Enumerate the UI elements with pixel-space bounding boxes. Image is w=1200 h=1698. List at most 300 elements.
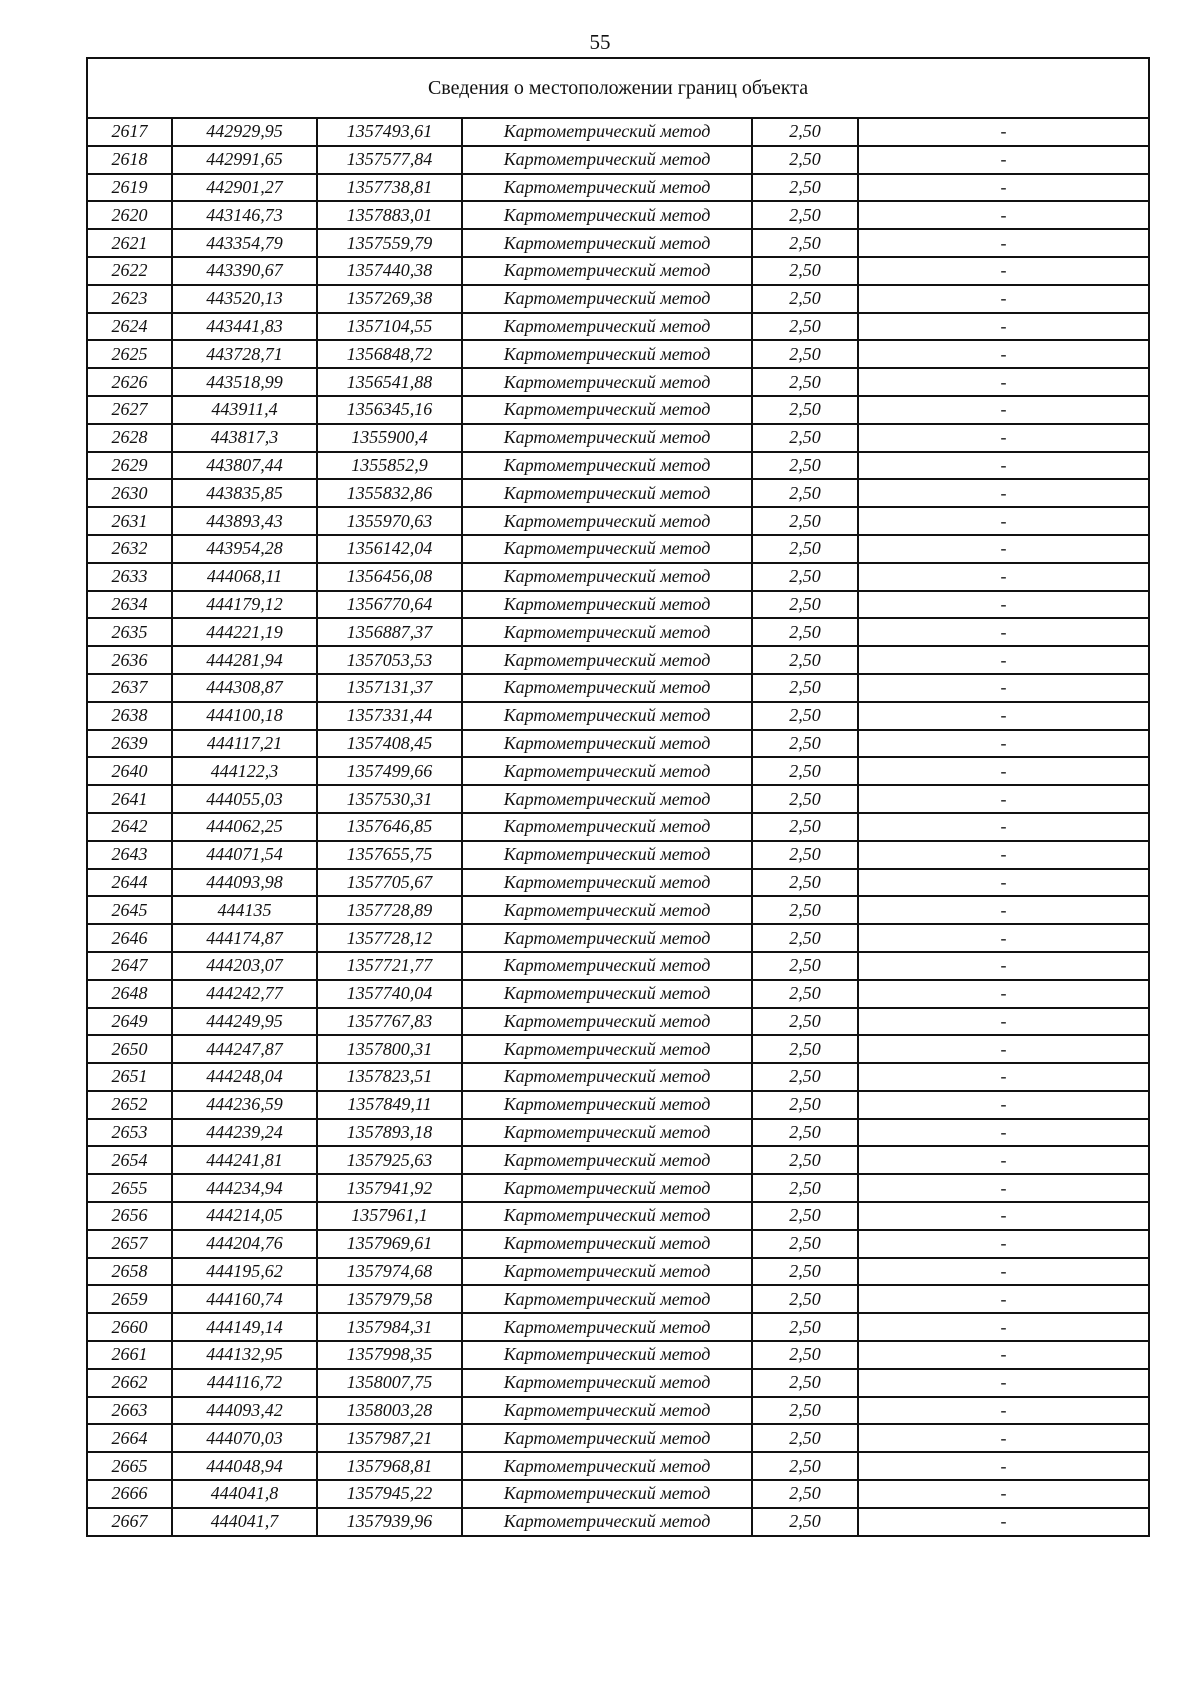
accuracy-cell: 2,50	[752, 1452, 858, 1480]
description-cell: -	[858, 1146, 1149, 1174]
accuracy-cell: 2,50	[752, 1285, 858, 1313]
description-cell: -	[858, 1035, 1149, 1063]
x-coordinate-cell: 443518,99	[172, 368, 317, 396]
accuracy-cell: 2,50	[752, 1035, 858, 1063]
method-cell: Картометрический метод	[462, 146, 752, 174]
method-cell: Картометрический метод	[462, 1397, 752, 1425]
y-coordinate-cell: 1357559,79	[317, 229, 462, 257]
x-coordinate-cell: 444122,3	[172, 757, 317, 785]
y-coordinate-cell: 1357738,81	[317, 174, 462, 202]
table-row	[87, 424, 1149, 452]
method-cell: Картометрический метод	[462, 229, 752, 257]
y-coordinate-cell: 1357331,44	[317, 702, 462, 730]
description-cell: -	[858, 1091, 1149, 1119]
accuracy-cell: 2,50	[752, 229, 858, 257]
x-coordinate-cell: 444132,95	[172, 1341, 317, 1369]
y-coordinate-cell: 1355970,63	[317, 507, 462, 535]
x-coordinate-cell: 443728,71	[172, 340, 317, 368]
description-cell: -	[858, 1008, 1149, 1036]
table-row	[87, 618, 1149, 646]
accuracy-cell: 2,50	[752, 869, 858, 897]
description-cell: -	[858, 1508, 1149, 1536]
accuracy-cell: 2,50	[752, 757, 858, 785]
method-cell: Картометрический метод	[462, 285, 752, 313]
method-cell: Картометрический метод	[462, 702, 752, 730]
table-row	[87, 1035, 1149, 1063]
y-coordinate-cell: 1357767,83	[317, 1008, 462, 1036]
table-row	[87, 563, 1149, 591]
table-row	[87, 229, 1149, 257]
x-coordinate-cell: 444117,21	[172, 730, 317, 758]
y-coordinate-cell: 1358003,28	[317, 1397, 462, 1425]
point-number-cell: 2666	[87, 1480, 172, 1508]
description-cell: -	[858, 1341, 1149, 1369]
accuracy-cell: 2,50	[752, 591, 858, 619]
method-cell: Картометрический метод	[462, 869, 752, 897]
accuracy-cell: 2,50	[752, 1369, 858, 1397]
table-row	[87, 1508, 1149, 1536]
accuracy-cell: 2,50	[752, 368, 858, 396]
point-number-cell: 2641	[87, 785, 172, 813]
method-cell: Картометрический метод	[462, 174, 752, 202]
x-coordinate-cell: 444239,24	[172, 1119, 317, 1147]
accuracy-cell: 2,50	[752, 730, 858, 758]
y-coordinate-cell: 1357968,81	[317, 1452, 462, 1480]
description-cell: -	[858, 785, 1149, 813]
method-cell: Картометрический метод	[462, 535, 752, 563]
point-number-cell: 2635	[87, 618, 172, 646]
y-coordinate-cell: 1357577,84	[317, 146, 462, 174]
table-row	[87, 785, 1149, 813]
description-cell: -	[858, 563, 1149, 591]
table-row	[87, 507, 1149, 535]
table-title: Сведения о местоположении границ объекта	[87, 58, 1149, 118]
accuracy-cell: 2,50	[752, 340, 858, 368]
y-coordinate-cell: 1356142,04	[317, 535, 462, 563]
x-coordinate-cell: 444221,19	[172, 618, 317, 646]
accuracy-cell: 2,50	[752, 118, 858, 146]
table-row	[87, 896, 1149, 924]
point-number-cell: 2644	[87, 869, 172, 897]
description-cell: -	[858, 618, 1149, 646]
table-row	[87, 1313, 1149, 1341]
table-row	[87, 1341, 1149, 1369]
table-title-row	[87, 58, 1149, 118]
y-coordinate-cell: 1357493,61	[317, 118, 462, 146]
method-cell: Картометрический метод	[462, 785, 752, 813]
table-row	[87, 257, 1149, 285]
y-coordinate-cell: 1357969,61	[317, 1230, 462, 1258]
description-cell: -	[858, 730, 1149, 758]
description-cell: -	[858, 1452, 1149, 1480]
y-coordinate-cell: 1355852,9	[317, 452, 462, 480]
description-cell: -	[858, 1285, 1149, 1313]
accuracy-cell: 2,50	[752, 702, 858, 730]
y-coordinate-cell: 1357984,31	[317, 1313, 462, 1341]
accuracy-cell: 2,50	[752, 1341, 858, 1369]
point-number-cell: 2639	[87, 730, 172, 758]
accuracy-cell: 2,50	[752, 1397, 858, 1425]
method-cell: Картометрический метод	[462, 452, 752, 480]
method-cell: Картометрический метод	[462, 1508, 752, 1536]
accuracy-cell: 2,50	[752, 257, 858, 285]
x-coordinate-cell: 443835,85	[172, 479, 317, 507]
page-number: 55	[589, 30, 611, 54]
y-coordinate-cell: 1357530,31	[317, 785, 462, 813]
point-number-cell: 2625	[87, 340, 172, 368]
y-coordinate-cell: 1357961,1	[317, 1202, 462, 1230]
point-number-cell: 2658	[87, 1258, 172, 1286]
y-coordinate-cell: 1357987,21	[317, 1424, 462, 1452]
point-number-cell: 2638	[87, 702, 172, 730]
y-coordinate-cell: 1357974,68	[317, 1258, 462, 1286]
x-coordinate-cell: 444160,74	[172, 1285, 317, 1313]
table-row	[87, 980, 1149, 1008]
accuracy-cell: 2,50	[752, 1146, 858, 1174]
accuracy-cell: 2,50	[752, 535, 858, 563]
x-coordinate-cell: 443807,44	[172, 452, 317, 480]
accuracy-cell: 2,50	[752, 813, 858, 841]
y-coordinate-cell: 1357740,04	[317, 980, 462, 1008]
x-coordinate-cell: 444135	[172, 896, 317, 924]
point-number-cell: 2642	[87, 813, 172, 841]
accuracy-cell: 2,50	[752, 201, 858, 229]
point-number-cell: 2633	[87, 563, 172, 591]
description-cell: -	[858, 980, 1149, 1008]
point-number-cell: 2653	[87, 1119, 172, 1147]
y-coordinate-cell: 1357728,89	[317, 896, 462, 924]
description-cell: -	[858, 646, 1149, 674]
x-coordinate-cell: 444048,94	[172, 1452, 317, 1480]
y-coordinate-cell: 1357408,45	[317, 730, 462, 758]
description-cell: -	[858, 1230, 1149, 1258]
table-row	[87, 869, 1149, 897]
description-cell: -	[858, 452, 1149, 480]
table-row	[87, 174, 1149, 202]
method-cell: Картометрический метод	[462, 1424, 752, 1452]
x-coordinate-cell: 444236,59	[172, 1091, 317, 1119]
accuracy-cell: 2,50	[752, 896, 858, 924]
point-number-cell: 2643	[87, 841, 172, 869]
y-coordinate-cell: 1356770,64	[317, 591, 462, 619]
y-coordinate-cell: 1357893,18	[317, 1119, 462, 1147]
method-cell: Картометрический метод	[462, 813, 752, 841]
description-cell: -	[858, 257, 1149, 285]
method-cell: Картометрический метод	[462, 118, 752, 146]
y-coordinate-cell: 1357440,38	[317, 257, 462, 285]
point-number-cell: 2636	[87, 646, 172, 674]
description-cell: -	[858, 535, 1149, 563]
method-cell: Картометрический метод	[462, 1341, 752, 1369]
point-number-cell: 2623	[87, 285, 172, 313]
x-coordinate-cell: 444100,18	[172, 702, 317, 730]
point-number-cell: 2647	[87, 952, 172, 980]
y-coordinate-cell: 1357646,85	[317, 813, 462, 841]
accuracy-cell: 2,50	[752, 285, 858, 313]
accuracy-cell: 2,50	[752, 1063, 858, 1091]
description-cell: -	[858, 118, 1149, 146]
y-coordinate-cell: 1355900,4	[317, 424, 462, 452]
description-cell: -	[858, 1397, 1149, 1425]
description-cell: -	[858, 757, 1149, 785]
method-cell: Картометрический метод	[462, 674, 752, 702]
description-cell: -	[858, 285, 1149, 313]
description-cell: -	[858, 1313, 1149, 1341]
method-cell: Картометрический метод	[462, 841, 752, 869]
method-cell: Картометрический метод	[462, 1008, 752, 1036]
x-coordinate-cell: 444068,11	[172, 563, 317, 591]
x-coordinate-cell: 444203,07	[172, 952, 317, 980]
method-cell: Картометрический метод	[462, 924, 752, 952]
y-coordinate-cell: 1357883,01	[317, 201, 462, 229]
description-cell: -	[858, 1258, 1149, 1286]
accuracy-cell: 2,50	[752, 1174, 858, 1202]
accuracy-cell: 2,50	[752, 1424, 858, 1452]
point-number-cell: 2650	[87, 1035, 172, 1063]
point-number-cell: 2630	[87, 479, 172, 507]
y-coordinate-cell: 1357979,58	[317, 1285, 462, 1313]
accuracy-cell: 2,50	[752, 646, 858, 674]
method-cell: Картометрический метод	[462, 1369, 752, 1397]
point-number-cell: 2664	[87, 1424, 172, 1452]
table-row	[87, 1230, 1149, 1258]
accuracy-cell: 2,50	[752, 1313, 858, 1341]
point-number-cell: 2652	[87, 1091, 172, 1119]
method-cell: Картометрический метод	[462, 980, 752, 1008]
description-cell: -	[858, 702, 1149, 730]
table-row	[87, 1480, 1149, 1508]
y-coordinate-cell: 1356541,88	[317, 368, 462, 396]
x-coordinate-cell: 444055,03	[172, 785, 317, 813]
point-number-cell: 2621	[87, 229, 172, 257]
point-number-cell: 2646	[87, 924, 172, 952]
method-cell: Картометрический метод	[462, 646, 752, 674]
y-coordinate-cell: 1357925,63	[317, 1146, 462, 1174]
y-coordinate-cell: 1357998,35	[317, 1341, 462, 1369]
table-row	[87, 674, 1149, 702]
table-row	[87, 730, 1149, 758]
description-cell: -	[858, 507, 1149, 535]
y-coordinate-cell: 1357823,51	[317, 1063, 462, 1091]
table-body	[87, 118, 1149, 1536]
y-coordinate-cell: 1357941,92	[317, 1174, 462, 1202]
accuracy-cell: 2,50	[752, 841, 858, 869]
point-number-cell: 2648	[87, 980, 172, 1008]
point-number-cell: 2654	[87, 1146, 172, 1174]
x-coordinate-cell: 444248,04	[172, 1063, 317, 1091]
method-cell: Картометрический метод	[462, 1119, 752, 1147]
point-number-cell: 2659	[87, 1285, 172, 1313]
description-cell: -	[858, 368, 1149, 396]
description-cell: -	[858, 479, 1149, 507]
point-number-cell: 2645	[87, 896, 172, 924]
table-row	[87, 368, 1149, 396]
method-cell: Картометрический метод	[462, 424, 752, 452]
accuracy-cell: 2,50	[752, 507, 858, 535]
accuracy-cell: 2,50	[752, 1480, 858, 1508]
point-number-cell: 2640	[87, 757, 172, 785]
description-cell: -	[858, 229, 1149, 257]
x-coordinate-cell: 444242,77	[172, 980, 317, 1008]
accuracy-cell: 2,50	[752, 674, 858, 702]
point-number-cell: 2665	[87, 1452, 172, 1480]
point-number-cell: 2618	[87, 146, 172, 174]
table-row	[87, 591, 1149, 619]
accuracy-cell: 2,50	[752, 1119, 858, 1147]
x-coordinate-cell: 443354,79	[172, 229, 317, 257]
method-cell: Картометрический метод	[462, 313, 752, 341]
accuracy-cell: 2,50	[752, 980, 858, 1008]
table-row	[87, 201, 1149, 229]
accuracy-cell: 2,50	[752, 1008, 858, 1036]
x-coordinate-cell: 443911,4	[172, 396, 317, 424]
x-coordinate-cell: 442991,65	[172, 146, 317, 174]
description-cell: -	[858, 1480, 1149, 1508]
accuracy-cell: 2,50	[752, 1202, 858, 1230]
table-row	[87, 118, 1149, 146]
table-row	[87, 952, 1149, 980]
description-cell: -	[858, 924, 1149, 952]
accuracy-cell: 2,50	[752, 952, 858, 980]
x-coordinate-cell: 443520,13	[172, 285, 317, 313]
accuracy-cell: 2,50	[752, 1508, 858, 1536]
method-cell: Картометрический метод	[462, 1091, 752, 1119]
x-coordinate-cell: 443817,3	[172, 424, 317, 452]
x-coordinate-cell: 444234,94	[172, 1174, 317, 1202]
method-cell: Картометрический метод	[462, 1230, 752, 1258]
method-cell: Картометрический метод	[462, 396, 752, 424]
point-number-cell: 2617	[87, 118, 172, 146]
point-number-cell: 2631	[87, 507, 172, 535]
point-number-cell: 2619	[87, 174, 172, 202]
table-row	[87, 1063, 1149, 1091]
description-cell: -	[858, 1369, 1149, 1397]
accuracy-cell: 2,50	[752, 785, 858, 813]
accuracy-cell: 2,50	[752, 1091, 858, 1119]
accuracy-cell: 2,50	[752, 174, 858, 202]
accuracy-cell: 2,50	[752, 563, 858, 591]
table-row	[87, 1452, 1149, 1480]
point-number-cell: 2662	[87, 1369, 172, 1397]
y-coordinate-cell: 1356345,16	[317, 396, 462, 424]
point-number-cell: 2637	[87, 674, 172, 702]
method-cell: Картометрический метод	[462, 1146, 752, 1174]
table-row	[87, 1146, 1149, 1174]
accuracy-cell: 2,50	[752, 924, 858, 952]
accuracy-cell: 2,50	[752, 1258, 858, 1286]
y-coordinate-cell: 1357705,67	[317, 869, 462, 897]
accuracy-cell: 2,50	[752, 424, 858, 452]
description-cell: -	[858, 396, 1149, 424]
point-number-cell: 2624	[87, 313, 172, 341]
x-coordinate-cell: 444281,94	[172, 646, 317, 674]
description-cell: -	[858, 424, 1149, 452]
x-coordinate-cell: 443390,67	[172, 257, 317, 285]
method-cell: Картометрический метод	[462, 591, 752, 619]
accuracy-cell: 2,50	[752, 396, 858, 424]
description-cell: -	[858, 201, 1149, 229]
point-number-cell: 2620	[87, 201, 172, 229]
table-row	[87, 313, 1149, 341]
point-number-cell: 2667	[87, 1508, 172, 1536]
description-cell: -	[858, 869, 1149, 897]
y-coordinate-cell: 1357053,53	[317, 646, 462, 674]
point-number-cell: 2663	[87, 1397, 172, 1425]
table-row	[87, 340, 1149, 368]
description-cell: -	[858, 174, 1149, 202]
y-coordinate-cell: 1356456,08	[317, 563, 462, 591]
table-row	[87, 535, 1149, 563]
y-coordinate-cell: 1357499,66	[317, 757, 462, 785]
table-row	[87, 146, 1149, 174]
table-row	[87, 813, 1149, 841]
method-cell: Картометрический метод	[462, 368, 752, 396]
description-cell: -	[858, 1202, 1149, 1230]
y-coordinate-cell: 1357939,96	[317, 1508, 462, 1536]
method-cell: Картометрический метод	[462, 201, 752, 229]
point-number-cell: 2661	[87, 1341, 172, 1369]
point-number-cell: 2627	[87, 396, 172, 424]
table-row	[87, 1008, 1149, 1036]
x-coordinate-cell: 444195,62	[172, 1258, 317, 1286]
point-number-cell: 2651	[87, 1063, 172, 1091]
description-cell: -	[858, 340, 1149, 368]
table-row	[87, 646, 1149, 674]
table-row	[87, 1202, 1149, 1230]
x-coordinate-cell: 443954,28	[172, 535, 317, 563]
description-cell: -	[858, 841, 1149, 869]
x-coordinate-cell: 444249,95	[172, 1008, 317, 1036]
x-coordinate-cell: 444070,03	[172, 1424, 317, 1452]
y-coordinate-cell: 1357131,37	[317, 674, 462, 702]
table-row	[87, 1285, 1149, 1313]
x-coordinate-cell: 444093,42	[172, 1397, 317, 1425]
table-row	[87, 452, 1149, 480]
x-coordinate-cell: 442929,95	[172, 118, 317, 146]
point-number-cell: 2655	[87, 1174, 172, 1202]
point-number-cell: 2660	[87, 1313, 172, 1341]
description-cell: -	[858, 952, 1149, 980]
table-row	[87, 1397, 1149, 1425]
method-cell: Картометрический метод	[462, 952, 752, 980]
description-cell: -	[858, 1424, 1149, 1452]
x-coordinate-cell: 444041,7	[172, 1508, 317, 1536]
accuracy-cell: 2,50	[752, 146, 858, 174]
method-cell: Картометрический метод	[462, 1258, 752, 1286]
x-coordinate-cell: 444179,12	[172, 591, 317, 619]
method-cell: Картометрический метод	[462, 1174, 752, 1202]
method-cell: Картометрический метод	[462, 757, 752, 785]
description-cell: -	[858, 1174, 1149, 1202]
x-coordinate-cell: 442901,27	[172, 174, 317, 202]
table-row	[87, 924, 1149, 952]
point-number-cell: 2634	[87, 591, 172, 619]
method-cell: Картометрический метод	[462, 1202, 752, 1230]
y-coordinate-cell: 1355832,86	[317, 479, 462, 507]
method-cell: Картометрический метод	[462, 1285, 752, 1313]
accuracy-cell: 2,50	[752, 313, 858, 341]
method-cell: Картометрический метод	[462, 479, 752, 507]
method-cell: Картометрический метод	[462, 563, 752, 591]
accuracy-cell: 2,50	[752, 618, 858, 646]
method-cell: Картометрический метод	[462, 1063, 752, 1091]
y-coordinate-cell: 1356887,37	[317, 618, 462, 646]
table-row	[87, 1119, 1149, 1147]
method-cell: Картометрический метод	[462, 340, 752, 368]
y-coordinate-cell: 1357269,38	[317, 285, 462, 313]
y-coordinate-cell: 1358007,75	[317, 1369, 462, 1397]
point-number-cell: 2626	[87, 368, 172, 396]
